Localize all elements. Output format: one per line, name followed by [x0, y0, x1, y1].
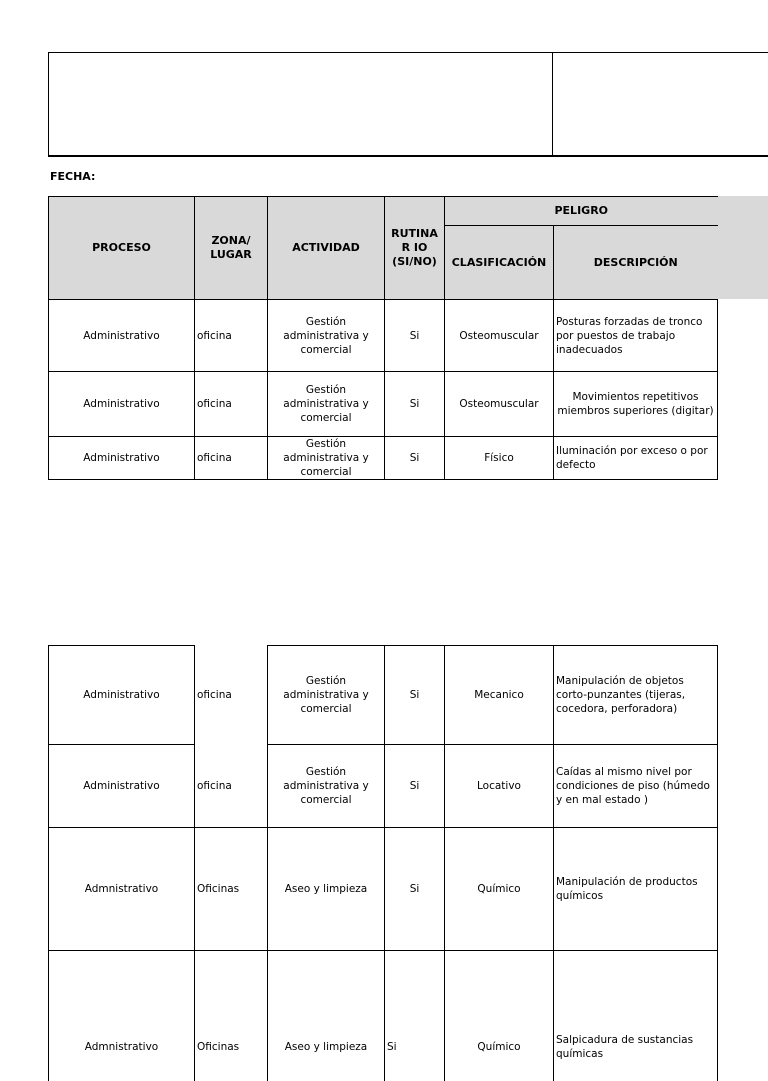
cell-rutinario: Si [385, 437, 445, 480]
header-clasificacion: CLASIFICACIÓN [445, 226, 554, 300]
cell-clasificacion: Químico [445, 828, 554, 951]
cell-clasificacion: Osteomuscular [445, 372, 554, 437]
table-row [49, 437, 718, 480]
cell-proceso: Admnistrativo [49, 951, 195, 1081]
table-row [49, 300, 718, 372]
table-row [49, 372, 718, 437]
table-row [49, 745, 718, 828]
cell-clasificacion: Mecanico [445, 646, 554, 745]
cell-descripcion: Movimientos repetitivos miembros superiores (digitar) [554, 372, 718, 437]
cell-actividad: Aseo y limpieza [268, 828, 385, 951]
cell-zona: oficina [195, 300, 268, 372]
cell-zona: oficina [195, 646, 268, 745]
cell-descripcion: Iluminación por exceso o por defecto [554, 437, 718, 480]
cell-rutinario: Si [385, 646, 445, 745]
cell-clasificacion: Locativo [445, 745, 554, 828]
header-extension [717, 196, 768, 299]
cell-actividad: Gestión administrativa y comercial [268, 745, 385, 828]
cell-proceso: Admnistrativo [49, 828, 195, 951]
fecha-label: FECHA: [50, 170, 96, 183]
document-header-box [48, 52, 768, 156]
cell-rutinario: Si [385, 951, 445, 1081]
cell-zona: oficina [195, 372, 268, 437]
cell-zona: oficina [195, 745, 268, 828]
cell-descripcion: Salpicadura de sustancias químicas [554, 951, 718, 1081]
table-row [49, 828, 718, 951]
cell-descripcion: Manipulación de objetos corto-punzantes (tijeras, cocedora, perforadora) [554, 646, 718, 745]
cell-actividad: Gestión administrativa y comercial [268, 372, 385, 437]
cell-proceso: Administrativo [49, 300, 195, 372]
header-rutinario: RUTINAR IO (SI/NO) [385, 197, 445, 300]
cell-rutinario: Si [385, 300, 445, 372]
cell-rutinario: Si [385, 828, 445, 951]
hazard-matrix-table [48, 196, 718, 480]
cell-actividad: Aseo y limpieza [268, 951, 385, 1081]
header-peligro: PELIGRO [445, 197, 718, 226]
cell-rutinario: Si [385, 745, 445, 828]
hazard-matrix-table-continued [48, 645, 718, 1081]
cell-descripcion: Caídas al mismo nivel por condiciones de piso (húmedo y en mal estado ) [554, 745, 718, 828]
header-proceso: PROCESO [49, 197, 195, 300]
cell-clasificacion: Osteomuscular [445, 300, 554, 372]
cell-proceso: Administrativo [49, 372, 195, 437]
header-zona: ZONA/ LUGAR [195, 197, 268, 300]
cell-descripcion: Posturas forzadas de tronco por puestos de trabajo inadecuados [554, 300, 718, 372]
cell-actividad: Gestión administrativa y comercial [268, 437, 385, 480]
table-row [49, 646, 718, 745]
header-descripcion: DESCRIPCIÓN [554, 226, 718, 300]
cell-actividad: Gestión administrativa y comercial [268, 646, 385, 745]
header-bottom-rule [48, 155, 768, 157]
header-divider [552, 52, 553, 156]
cell-proceso: Administrativo [49, 437, 195, 480]
cell-zona: Oficinas [195, 828, 268, 951]
cell-clasificacion: Químico [445, 951, 554, 1081]
table-row [49, 951, 718, 1081]
cell-descripcion: Manipulación de productos químicos [554, 828, 718, 951]
cell-zona: oficina [195, 437, 268, 480]
header-actividad: ACTIVIDAD [268, 197, 385, 300]
cell-rutinario: Si [385, 372, 445, 437]
cell-proceso: Administrativo [49, 745, 195, 828]
cell-clasificacion: Físico [445, 437, 554, 480]
cell-actividad: Gestión administrativa y comercial [268, 300, 385, 372]
cell-zona: Oficinas [195, 951, 268, 1081]
cell-proceso: Administrativo [49, 646, 195, 745]
